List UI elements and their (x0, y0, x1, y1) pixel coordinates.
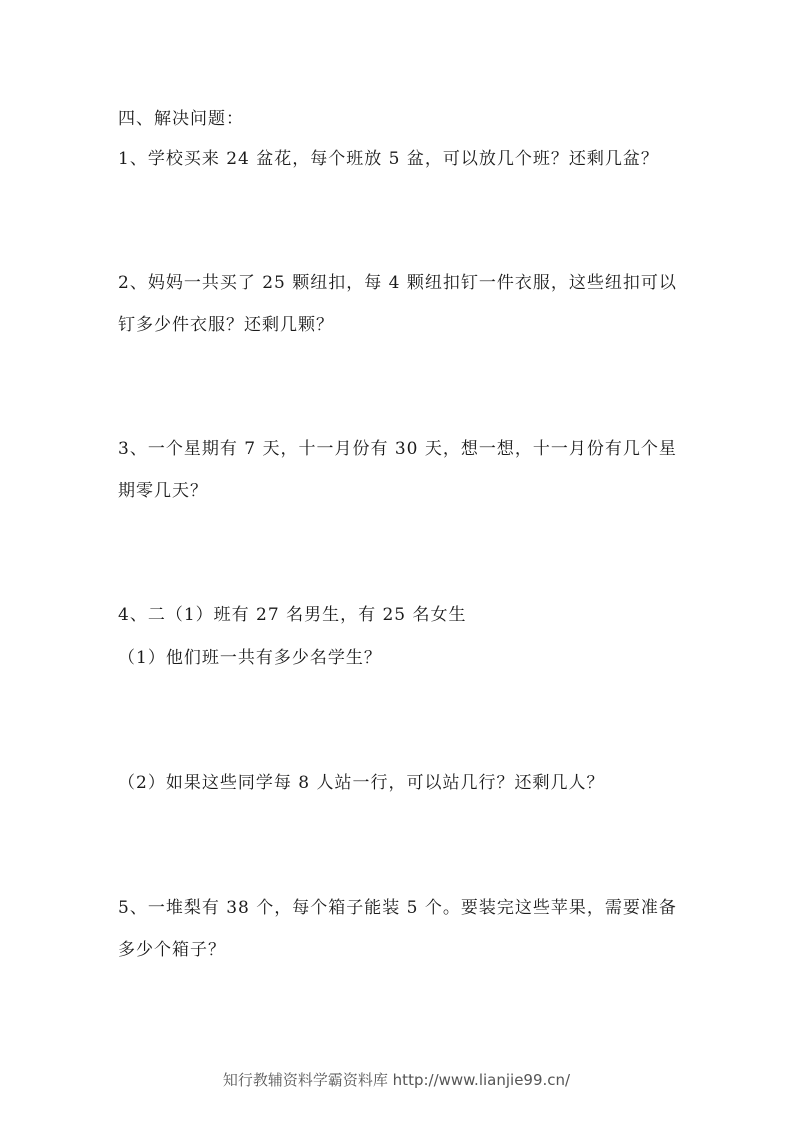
question-4-sub-2: （2）如果这些同学每 8 人站一行，可以站几行？还剩几人？ (118, 773, 605, 793)
question-1-line-1: 1、学校买来 24 盆花，每个班放 5 盆，可以放几个班？还剩几盆？ (118, 149, 659, 169)
question-5-line-1: 5、一堆梨有 38 个，每个箱子能装 5 个。要装完这些苹果，需要准备 (118, 898, 677, 918)
question-2-line-2: 钉多少件衣服？还剩几颗？ (118, 315, 334, 335)
question-4-sub-1: （1）他们班一共有多少名学生？ (118, 648, 382, 668)
question-3-line-1: 3、一个星期有 7 天，十一月份有 30 天，想一想，十一月份有几个星 (118, 439, 677, 459)
question-4-line-1: 4、二（1）班有 27 名男生，有 25 名女生 (118, 605, 467, 625)
footer-watermark: 知行教辅资料学霸资料库 http://www.lianjie99.cn/ (222, 1071, 571, 1089)
question-2-line-1: 2、妈妈一共买了 25 颗纽扣，每 4 颗纽扣钉一件衣服，这些纽扣可以 (118, 273, 677, 293)
section-title: 四、解决问题： (118, 109, 244, 129)
question-5-line-2: 多少个箱子？ (118, 940, 226, 960)
question-3-line-2: 期零几天？ (118, 481, 208, 501)
